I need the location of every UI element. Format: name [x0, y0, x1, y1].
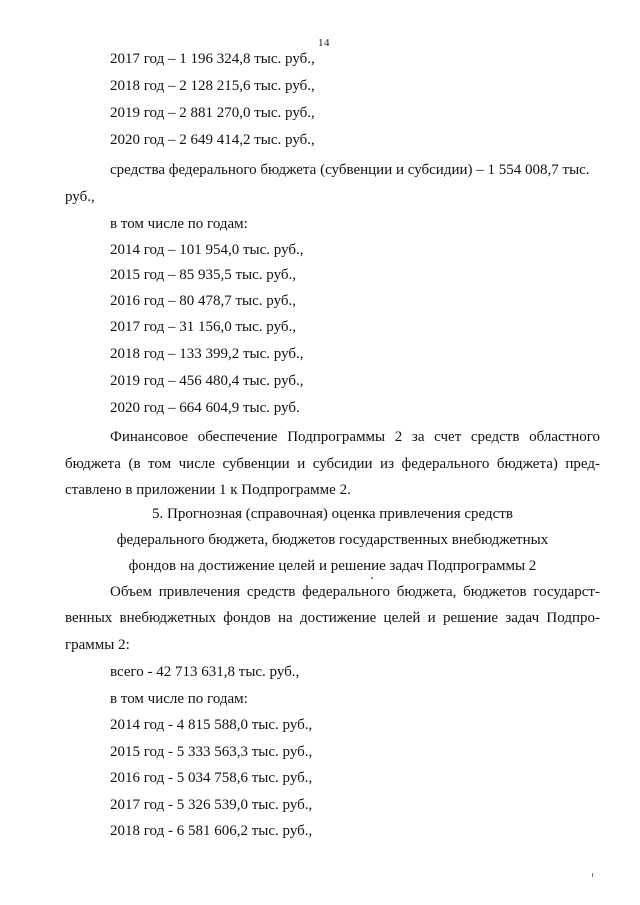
- scan-mark: [592, 873, 593, 877]
- federal-year-2015: 2015 год – 85 935,5 тыс. руб.,: [110, 267, 297, 283]
- federal-year-2017: 2017 год – 31 156,0 тыс. руб.,: [110, 319, 297, 335]
- section-heading-line-3: фондов на достижение целей и решение задач Подпрограммы 2: [128, 558, 537, 574]
- federal-year-2016: 2016 год – 80 478,7 тыс. руб.,: [110, 293, 297, 309]
- scan-speck: [371, 577, 373, 579]
- budget-line-2020: 2020 год – 2 649 414,2 тыс. руб.,: [110, 132, 315, 148]
- federal-budget-line-1: средства федерального бюджета (субвенции и субсидии) – 1 554 008,7 тыс.: [110, 162, 590, 178]
- federal-year-2018: 2018 год – 133 399,2 тыс. руб.,: [110, 346, 304, 362]
- year2-2015: 2015 год - 5 333 563,3 тыс. руб.,: [110, 744, 313, 760]
- section-heading-line-1: 5. Прогнозная (справочная) оценка привлечения средств: [152, 506, 513, 522]
- volume-paragraph-line-2: венных внебюджетных фондов на достижение целей и решение задач Подпро-: [65, 610, 600, 626]
- year2-2014: 2014 год - 4 815 588,0 тыс. руб.,: [110, 717, 313, 733]
- budget-line-2018: 2018 год – 2 128 215,6 тыс. руб.,: [110, 78, 315, 94]
- section-heading-line-2: федерального бюджета, бюджетов государственных внебюджетных: [116, 532, 549, 548]
- year2-2016: 2016 год - 5 034 758,6 тыс. руб.,: [110, 770, 313, 786]
- volume-paragraph-line-1: Объем привлечения средств федерального бюджета, бюджетов государст-: [110, 584, 600, 600]
- volume-paragraph-line-3: граммы 2:: [65, 637, 130, 653]
- federal-budget-line-2: руб.,: [65, 189, 95, 205]
- by-years-label-2: в том числе по годам:: [110, 691, 248, 707]
- federal-year-2019: 2019 год – 456 480,4 тыс. руб.,: [110, 373, 304, 389]
- year2-2017: 2017 год - 5 326 539,0 тыс. руб.,: [110, 797, 313, 813]
- budget-line-2017: 2017 год – 1 196 324,8 тыс. руб.,: [110, 51, 315, 67]
- federal-year-2014: 2014 год – 101 954,0 тыс. руб.,: [110, 242, 304, 258]
- federal-year-2020: 2020 год – 664 604,9 тыс. руб.: [110, 400, 300, 416]
- total-line: всего - 42 713 631,8 тыс. руб.,: [110, 664, 300, 680]
- financing-paragraph-line-3: ставлено в приложении 1 к Подпрограмме 2.: [65, 482, 351, 498]
- financing-paragraph-line-2: бюджета (в том числе субвенции и субсидии из федерального бюджета) пред-: [65, 456, 600, 472]
- page-number: 14: [318, 37, 330, 49]
- year2-2018: 2018 год - 6 581 606,2 тыс. руб.,: [110, 823, 313, 839]
- financing-paragraph-line-1: Финансовое обеспечение Подпрограммы 2 за счет средств областного: [110, 429, 600, 445]
- federal-by-years-label: в том числе по годам:: [110, 216, 248, 232]
- budget-line-2019: 2019 год – 2 881 270,0 тыс. руб.,: [110, 105, 315, 121]
